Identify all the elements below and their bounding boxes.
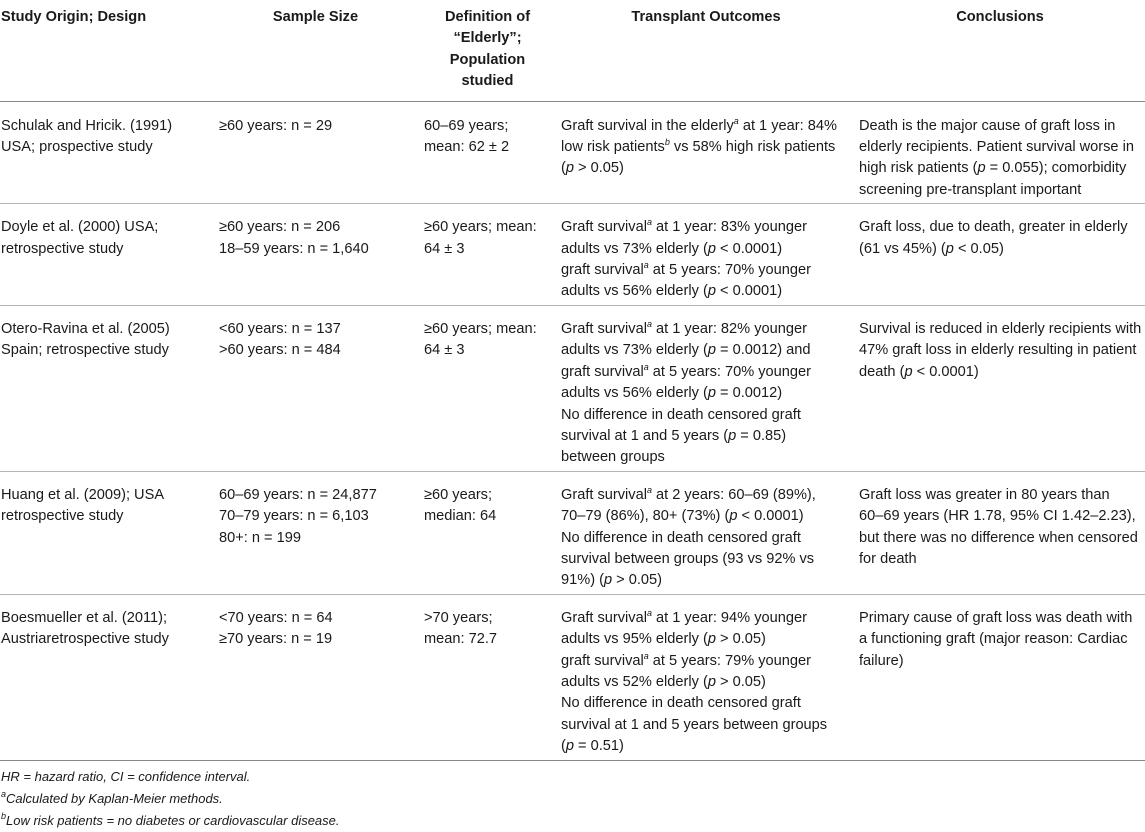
cell-line: No difference in death censored graft bbox=[561, 406, 801, 423]
cell-line: Graft survival$^a$ at 1 year: 82% younger bbox=[561, 318, 807, 337]
cell-line: screening pre-transplant important bbox=[859, 181, 1082, 198]
italic-text: p bbox=[707, 283, 716, 300]
header-line: Study Origin; Design bbox=[1, 9, 147, 25]
footnote-marker: a bbox=[1, 788, 7, 799]
cell-line: Graft loss was greater in 80 years than bbox=[859, 486, 1110, 503]
cell-outcomes bbox=[557, 204, 855, 306]
cell-study-origin bbox=[0, 204, 213, 306]
cell-line: survival between groups (93 vs 92% vs bbox=[561, 550, 815, 567]
cell-line: 64 ± 3 bbox=[424, 240, 465, 257]
footnote-marker: a bbox=[646, 318, 652, 329]
cell-line: ≥60 years; mean: bbox=[424, 219, 537, 236]
italic-text: p bbox=[565, 738, 574, 755]
cell-line: for death bbox=[859, 550, 917, 567]
cell-line: ≥60 years; mean: bbox=[424, 320, 537, 337]
cell-outcomes bbox=[557, 101, 855, 204]
cell-line: but there was no difference when censored bbox=[859, 529, 1138, 546]
italic-text: p bbox=[945, 240, 954, 257]
cell-line: graft survival$^a$ at 5 years: 79% younger bbox=[561, 650, 811, 669]
header-line: Conclusions bbox=[956, 9, 1044, 25]
cell-line: 60–69 years: n = 24,877 bbox=[219, 486, 377, 503]
cell-line: survival at 1 and 5 years (p = 0.85) bbox=[561, 427, 787, 444]
cell-line: median: 64 bbox=[424, 508, 497, 525]
footnote-marker: a bbox=[643, 361, 649, 372]
cell-line: graft survival$^a$ at 5 years: 70% younger bbox=[561, 260, 811, 279]
table-row bbox=[0, 305, 1145, 471]
cell-line: (61 vs 45%) (p < 0.05) bbox=[859, 240, 1004, 257]
header-definition-elderly bbox=[418, 0, 557, 101]
footnote-marker: b bbox=[664, 137, 670, 148]
cell-definition bbox=[418, 204, 557, 306]
cell-line: (p > 0.05) bbox=[561, 160, 624, 177]
cell-line: death (p < 0.0001) bbox=[859, 363, 979, 380]
cell-line: Primary cause of graft loss was death with bbox=[859, 609, 1133, 626]
footnote-marker: a bbox=[646, 607, 652, 618]
cell-sample-size bbox=[213, 594, 418, 760]
cell-line: adults vs 52% elderly (p > 0.05) bbox=[561, 673, 766, 690]
footnote-marker: a bbox=[643, 260, 649, 271]
cell-sample-size bbox=[213, 101, 418, 204]
cell-definition bbox=[418, 305, 557, 471]
table-row bbox=[0, 204, 1145, 306]
table-row bbox=[0, 471, 1145, 594]
footnote-marker: a bbox=[646, 217, 652, 228]
cell-outcomes bbox=[557, 305, 855, 471]
cell-line: Schulak and Hricik. (1991) bbox=[1, 117, 173, 134]
cell-line: >60 years: n = 484 bbox=[219, 342, 341, 359]
cell-conclusions bbox=[855, 594, 1145, 760]
cell-conclusions bbox=[855, 101, 1145, 204]
footnote-line: HR = hazard ratio, CI = confidence interval. bbox=[1, 768, 251, 784]
cell-line: failure) bbox=[859, 652, 904, 669]
cell-line: 60–69 years; bbox=[424, 117, 509, 134]
header-line: Transplant Outcomes bbox=[631, 9, 781, 25]
table-row bbox=[0, 594, 1145, 760]
cell-line: 91%) (p > 0.05) bbox=[561, 572, 663, 589]
cell-line: ≥70 years: n = 19 bbox=[219, 631, 333, 648]
cell-line: Huang et al. (2009); USA bbox=[1, 486, 165, 503]
cell-line: Graft survival in the elderly$^a$ at 1 year: 84% bbox=[561, 115, 837, 134]
italic-text: p bbox=[707, 342, 716, 359]
italic-text: p bbox=[904, 363, 913, 380]
cell-line: Doyle et al. (2000) USA; bbox=[1, 219, 159, 236]
cell-line: retrospective study bbox=[1, 240, 124, 257]
cell-line: (p = 0.51) bbox=[561, 738, 624, 755]
italic-text: p bbox=[707, 631, 716, 648]
cell-line: elderly recipients. Patient survival worse in bbox=[859, 139, 1134, 156]
cell-definition bbox=[418, 471, 557, 594]
cell-line: Death is the major cause of graft loss in bbox=[859, 117, 1116, 134]
cell-line: Boesmueller et al. (2011); bbox=[1, 609, 168, 626]
cell-line: Otero-Ravina et al. (2005) bbox=[1, 320, 170, 337]
cell-line: 70–79 (86%), 80+ (73%) (p < 0.0001) bbox=[561, 508, 804, 525]
cell-line: 64 ± 3 bbox=[424, 342, 465, 359]
header-line: Population bbox=[449, 51, 526, 68]
cell-line: a functioning graft (major reason: Cardiac bbox=[859, 631, 1128, 648]
header-sample-size bbox=[213, 0, 418, 101]
cell-line: Survival is reduced in elderly recipients with bbox=[859, 320, 1142, 337]
cell-line: ≥60 years: n = 29 bbox=[219, 117, 333, 134]
cell-sample-size bbox=[213, 204, 418, 306]
cell-line: 60–69 years (HR 1.78, 95% CI 1.42–2.23), bbox=[859, 508, 1136, 525]
cell-line: Graft survival$^a$ at 1 year: 83% younger bbox=[561, 217, 807, 236]
cell-outcomes bbox=[557, 594, 855, 760]
cell-line: survival at 1 and 5 years between groups bbox=[561, 716, 828, 733]
cell-line: retrospective study bbox=[1, 508, 124, 525]
italic-text: p bbox=[603, 572, 613, 589]
cell-study-origin bbox=[0, 305, 213, 471]
footnote-marker: a bbox=[643, 650, 649, 661]
cell-line: ≥60 years: n = 206 bbox=[219, 219, 341, 236]
cell-line: adults vs 56% elderly (p = 0.0012) bbox=[561, 385, 783, 402]
cell-definition bbox=[418, 594, 557, 760]
table-body bbox=[0, 101, 1145, 760]
header-line: Sample Size bbox=[272, 9, 359, 25]
italic-text: p bbox=[977, 160, 986, 177]
cell-line: 70–79 years: n = 6,103 bbox=[219, 508, 369, 525]
cell-sample-size bbox=[213, 471, 418, 594]
cell-line: high risk patients (p = 0.055); comorbidity bbox=[859, 160, 1127, 177]
cell-line: between groups bbox=[561, 449, 665, 466]
cell-conclusions bbox=[855, 305, 1145, 471]
cell-line: low risk patients$^b$ vs 58% high risk patients bbox=[561, 137, 836, 156]
cell-line: >70 years; bbox=[424, 609, 493, 626]
cell-line: <60 years: n = 137 bbox=[219, 320, 341, 337]
cell-line: Graft loss, due to death, greater in elderly bbox=[859, 219, 1128, 236]
table-row bbox=[0, 101, 1145, 204]
cell-line: adults vs 73% elderly (p < 0.0001) bbox=[561, 240, 783, 257]
cell-study-origin bbox=[0, 594, 213, 760]
header-row bbox=[0, 0, 1145, 101]
cell-sample-size bbox=[213, 305, 418, 471]
italic-text: p bbox=[565, 160, 574, 177]
cell-line: mean: 72.7 bbox=[424, 631, 498, 648]
header-line: Definition of bbox=[444, 9, 531, 25]
cell-conclusions bbox=[855, 204, 1145, 306]
cell-line: Graft survival$^a$ at 1 year: 94% younger bbox=[561, 607, 807, 626]
cell-conclusions bbox=[855, 471, 1145, 594]
cell-line: 80+: n = 199 bbox=[219, 529, 301, 546]
cell-outcomes bbox=[557, 471, 855, 594]
cell-line: Spain; retrospective study bbox=[1, 342, 169, 359]
cell-line: No difference in death censored graft bbox=[561, 695, 801, 712]
cell-definition bbox=[418, 101, 557, 204]
cell-line: Graft survival$^a$ at 2 years: 60–69 (89%), bbox=[561, 484, 816, 503]
cell-line: graft survival$^a$ at 5 years: 70% younger bbox=[561, 361, 811, 380]
cell-line: 47% graft loss in elderly resulting in patient bbox=[859, 342, 1137, 359]
cell-line: 18–59 years: n = 1,640 bbox=[219, 240, 369, 257]
italic-text: p bbox=[728, 427, 737, 444]
header-conclusions bbox=[855, 0, 1145, 101]
footnote-marker: a bbox=[733, 115, 739, 126]
cell-line: adults vs 56% elderly (p < 0.0001) bbox=[561, 283, 783, 300]
italic-text: p bbox=[729, 508, 738, 525]
footnotes bbox=[0, 761, 1145, 832]
footnote-line: $^b$Low risk patients = no diabetes or cardiovascular disease. bbox=[1, 810, 340, 828]
cell-study-origin bbox=[0, 101, 213, 204]
cell-line: USA; prospective study bbox=[1, 139, 153, 156]
header-line: “Elderly”; bbox=[453, 30, 522, 47]
italic-text: p bbox=[707, 673, 716, 690]
header-study-origin bbox=[0, 0, 213, 101]
cell-line: ≥60 years; bbox=[424, 486, 493, 503]
cell-study-origin bbox=[0, 471, 213, 594]
footnote-line: $^a$Calculated by Kaplan-Meier methods. bbox=[1, 788, 223, 806]
cell-line: adults vs 73% elderly (p = 0.0012) and bbox=[561, 342, 811, 359]
header-transplant-outcomes bbox=[557, 0, 855, 101]
cell-line: <70 years: n = 64 bbox=[219, 609, 333, 626]
italic-text: p bbox=[707, 240, 716, 257]
footnote-marker: a bbox=[646, 484, 652, 495]
cell-line: No difference in death censored graft bbox=[561, 529, 801, 546]
table-header bbox=[0, 0, 1145, 101]
italic-text: p bbox=[707, 385, 716, 402]
cell-line: Austriaretrospective study bbox=[1, 631, 169, 648]
header-line: studied bbox=[461, 73, 514, 90]
cell-line: mean: 62 ± 2 bbox=[424, 139, 510, 156]
cell-line: adults vs 95% elderly (p > 0.05) bbox=[561, 631, 766, 648]
footnote-marker: b bbox=[1, 810, 7, 821]
